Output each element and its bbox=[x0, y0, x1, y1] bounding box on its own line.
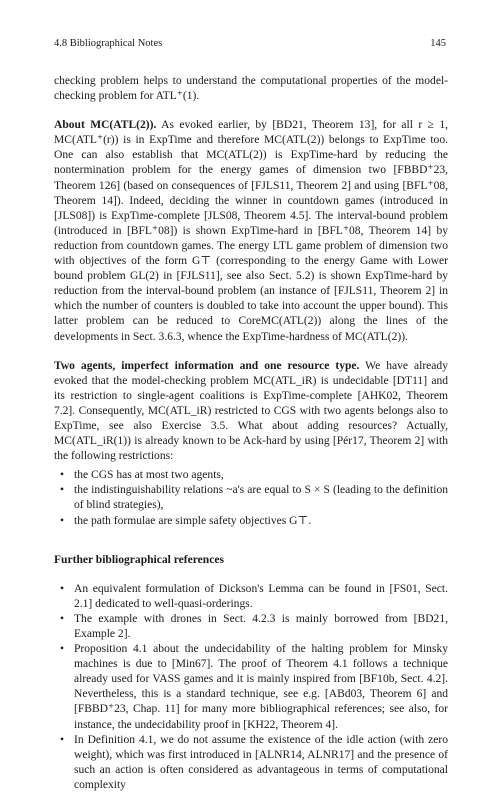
list-item: • Proposition 4.1 about the undecidability of the halting problem for Minsky machines is due to [Min67]. The proof of Theorem 4.1 follows a technique already used for VASS games and it is mainly inspired from [BF10b, Sect. 4.2]. Nevertheless, this is a standard technique, see e.g. [ABd03, Theorem 6] and [FBBD⁺23, Chap. 11] for many more bibliographical references; see also, for instance, the undecidability proof in [KH22, Theorem 4]. bbox=[60, 643, 448, 731]
page-number: 145 bbox=[430, 38, 446, 49]
list-item: • the path formulae are simple safety objectives G⊤. bbox=[54, 514, 448, 529]
bullet-icon: • bbox=[60, 733, 65, 746]
two-agents-heading: Two agents, imperfect information and one resource type. bbox=[54, 359, 360, 372]
about-body: As evoked earlier, by [BD21, Theorem 13], for all r ≥ 1, MC(ATL⁺(r)) is in ExpTime and therefore MC(ATL(2)) belongs to ExpTime too. One can also establish that MC(ATL(2)) is ExpTime-hard by reducing the nontermination problem for the energy games of dimension two [FBBD⁺23, Theorem 126] (based on consequences of [FJLS11, Theorem 2] and using [BFL⁺08, Theorem 14]). Indeed, deciding the winner in countdown games (introduced in [JLS08]) is ExpTime-complete [JLS08, Theorem 4.5]. The interval-bound problem (introduced in [BFL⁺08]) is shown ExpTime-hard in [BFL⁺08, Theorem 14] by reduction from countdown games. The energy LTL game problem of dimension two with objectives of the form G⊤ (corresponding to the energy Game with Lower bound problem GL(2) in [FJLS11], see also Sect. 5.2) is shown ExpTime-hard by reduction from the interval-bound problem (an instance of [FJLS11, Theorem 2] in which the number of counters is doubled to take into account the upper bound). This latter problem can be reduced to CoreMC(ATL(2)) along the lines of the developments in Sect. 3.6.3, whence the ExpTime-hardness of MC(ATL(2)). bbox=[54, 119, 448, 343]
list-item: • The example with drones in Sect. 4.2.3 is mainly borrowed from [BD21, Example 2]. bbox=[60, 612, 448, 640]
bullet-icon: • bbox=[60, 612, 65, 625]
about-heading: About MC(ATL(2)). bbox=[54, 119, 157, 132]
bullet-icon: • bbox=[60, 484, 65, 497]
further-list bbox=[54, 582, 448, 793]
list-item: • the CGS has at most two agents, bbox=[54, 468, 448, 483]
bullet-icon: • bbox=[60, 514, 65, 527]
bullet-icon: • bbox=[60, 582, 65, 595]
bullet-icon: • bbox=[60, 643, 65, 656]
two-agents-body: We have already evoked that the model-checking problem MC(ATL_iR) is undecidable [DT11] and its restriction to single-agent coalitions is ExpTime-complete [AHK02, Theorem 7.2]. Consequently, MC(ATL_iR) restricted to CGS with two agents belongs also to ExpTime, see also Exercise 3.5. What about adding resources? Actually, MC(ATL_iR(1)) is already known to be Ack-hard by using [Pér17, Theorem 2] with the following restrictions: bbox=[54, 359, 448, 463]
intro-paragraph: checking problem helps to understand the computational properties of the model-checking problem for ATL⁺(1). bbox=[54, 75, 448, 103]
about-paragraph bbox=[54, 118, 448, 344]
bullet-icon: • bbox=[60, 469, 65, 482]
further-heading: Further bibliographical references bbox=[54, 553, 224, 566]
list-item: • An equivalent formulation of Dickson's Lemma can be found in [FS01, Sect. 2.1] dedicated to well-quasi-orderings. bbox=[60, 582, 448, 610]
restrictions-list bbox=[54, 468, 448, 528]
section-title: 4.8 Bibliographical Notes bbox=[54, 38, 163, 49]
list-item: • the indistinguishability relations ~a's are equal to S × S (leading to the definition of blind strategies), bbox=[60, 484, 448, 512]
page-body bbox=[54, 74, 448, 793]
running-header bbox=[54, 38, 446, 49]
list-item: • In Definition 4.1, we do not assume the existence of the idle action (with zero weight), which was first introduced in [ALNR14, ALNR17] and the presence of such an action is often considered as advantageous in terms of computational complexity bbox=[60, 733, 448, 791]
two-agents-paragraph bbox=[54, 359, 448, 465]
